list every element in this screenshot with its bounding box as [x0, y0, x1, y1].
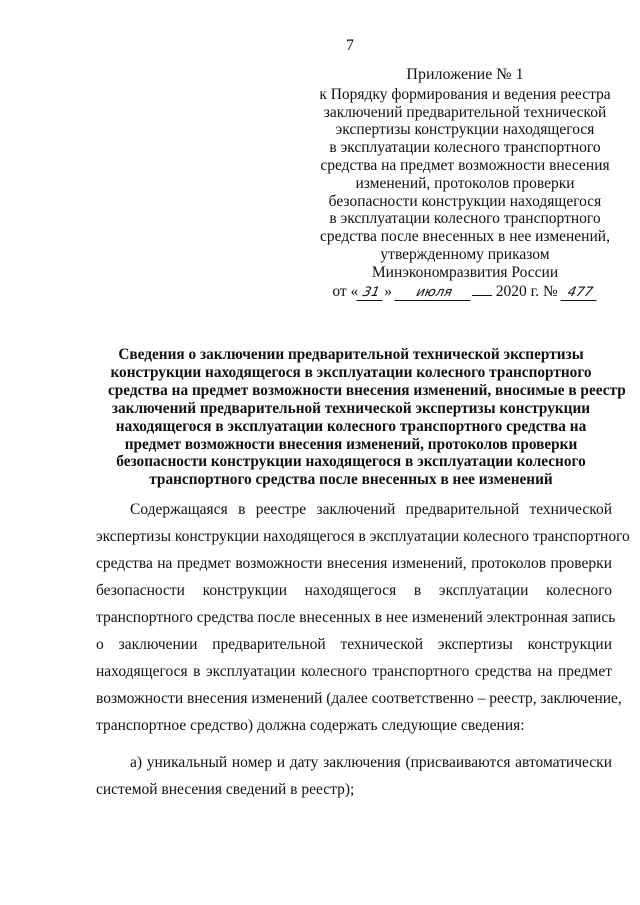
- order-date-line: [300, 283, 630, 301]
- paragraph-line: находящегося в эксплуатации колесного транспортного средства на предмет: [96, 663, 612, 680]
- annex-line: безопасности конструкции находящегося: [328, 192, 602, 210]
- heading-line: предмет возможности внесения изменений, протоколов проверки: [124, 435, 578, 453]
- paragraph-line: средства на предмет возможности внесения изменений, протоколов проверки: [96, 555, 612, 572]
- annex-title: Приложение № 1: [406, 66, 524, 83]
- annex-line: средства после внесенных в нее изменений,: [320, 228, 610, 246]
- underline-blank: [472, 283, 492, 296]
- handwritten-month: июля: [394, 286, 473, 301]
- heading-line: средства на предмет возможности внесения изменений, вносимые в реестр: [108, 381, 626, 399]
- paragraph-line: безопасности конструкции находящегося в эксплуатации колесного: [96, 582, 612, 599]
- handwritten-order-number: 477: [560, 286, 599, 301]
- heading-line: транспортного средства после внесенных в нее изменений: [149, 471, 553, 489]
- paragraph-line: транспортное средство) должна содержать следующие сведения:: [96, 717, 525, 734]
- list-item-a: а) уникальный номер и дату заключения (присваиваются автоматически: [130, 754, 612, 771]
- heading-line: заключений предварительной технической экспертизы конструкции: [111, 399, 591, 417]
- page-number: 7: [346, 37, 354, 54]
- list-item-a-continuation: системой внесения сведений в реестр);: [96, 781, 355, 798]
- handwritten-day: 31: [357, 286, 386, 301]
- paragraph-line: о заключении предварительной технической экспертизы конструкции: [96, 636, 612, 653]
- annex-line: в эксплуатации колесного транспортного: [329, 139, 601, 157]
- annex-line: к Порядку формирования и ведения реестра: [319, 85, 611, 103]
- annex-line: экспертизы конструкции находящегося: [335, 121, 595, 139]
- annex-line: утвержденному приказом: [380, 245, 550, 263]
- heading-line: конструкции находящегося в эксплуатации колесного транспортного: [110, 363, 592, 381]
- paragraph-line: экспертизы конструкции находящегося в эксплуатации колесного транспортного: [96, 528, 630, 545]
- heading-line: находящегося в эксплуатации колесного транспортного средства на: [115, 417, 587, 435]
- annex-line: заключений предварительной технической: [323, 103, 607, 121]
- order-quote-close: »: [384, 282, 393, 300]
- paragraph-line: Содержащаяся в реестре заключений предварительной технической: [130, 501, 612, 518]
- section-heading: [108, 346, 626, 489]
- annex-line: в эксплуатации колесного транспортного: [329, 210, 601, 228]
- heading-line: Сведения о заключении предварительной технической экспертизы: [118, 346, 584, 363]
- order-prefix: от «: [332, 282, 359, 300]
- paragraph-gap: [96, 739, 612, 749]
- order-year: 2020 г. №: [495, 282, 558, 300]
- annex-line: Минэкономразвития России: [371, 263, 559, 281]
- annex-block: [300, 66, 630, 301]
- paragraph-line: возможности внесения изменений (далее соответственно – реестр, заключение,: [96, 690, 622, 707]
- body-text: [96, 496, 630, 803]
- annex-line: средства на предмет возможности внесения: [320, 156, 610, 174]
- annex-line: изменений, протоколов проверки: [355, 174, 575, 192]
- heading-line: безопасности конструкции находящегося в эксплуатации колесного: [116, 453, 586, 471]
- paragraph-line: транспортного средства после внесенных в нее изменений электронная запись: [96, 609, 616, 626]
